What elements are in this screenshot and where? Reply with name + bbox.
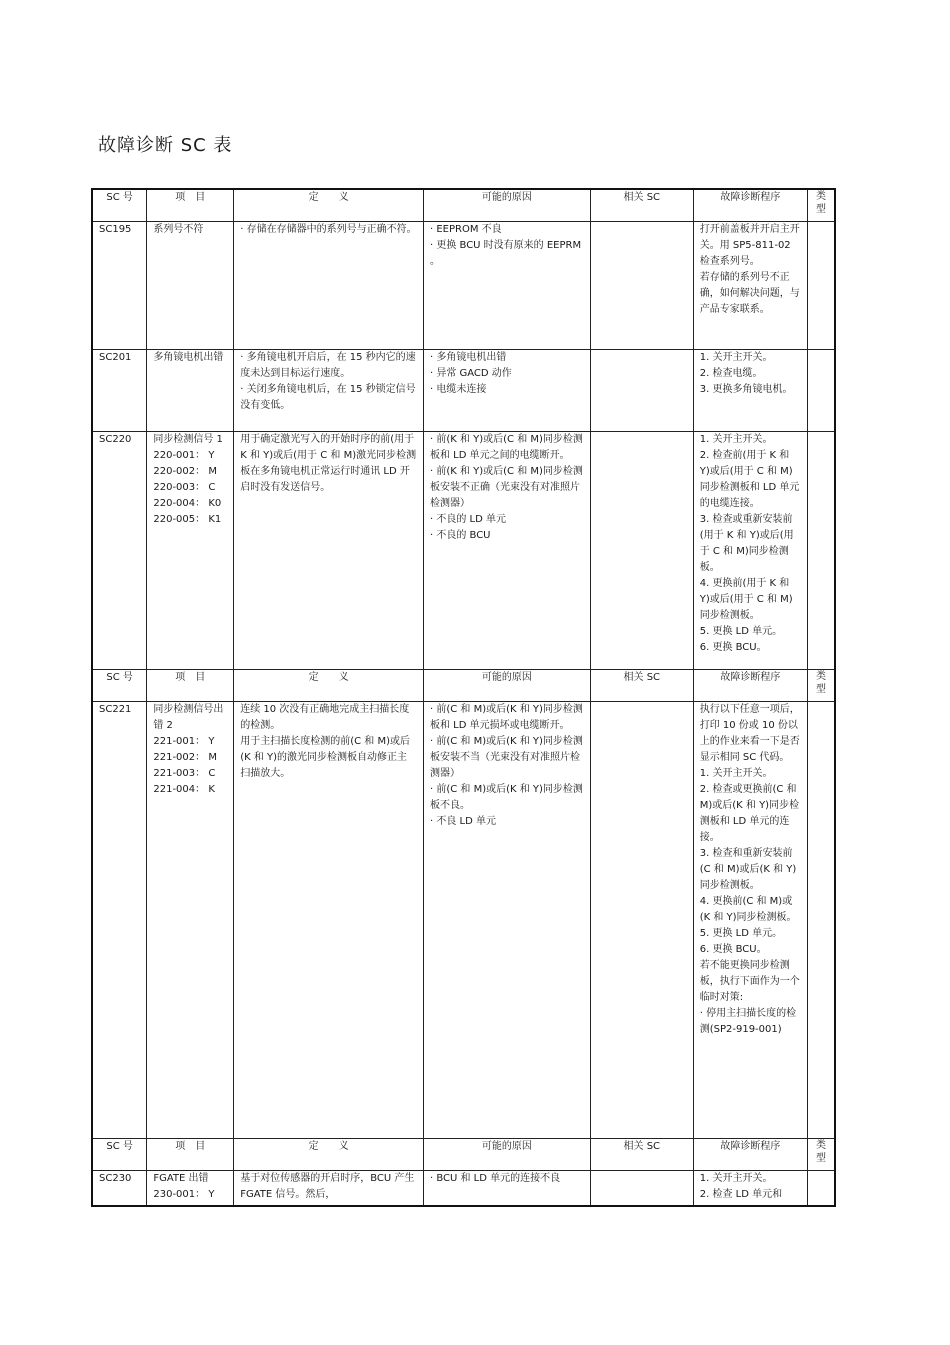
column-header: SC 号 (92, 669, 147, 701)
definition-cell (234, 431, 424, 669)
cell-text: SC195 (99, 223, 132, 235)
item-cell (147, 349, 234, 431)
cell-text: 1. 关开主开关。 (699, 767, 773, 779)
table-row (92, 1170, 835, 1206)
column-header: SC 号 (92, 189, 147, 221)
cell-text: 220-004： K0 (153, 497, 222, 509)
column-header: 定 义 (234, 189, 424, 221)
cell-text: · 关闭多角镜电机后，在 15 秒锁定信号没有变低。 (240, 383, 416, 411)
item-cell (147, 701, 234, 1138)
column-header: SC 号 (92, 1138, 147, 1170)
procedure-cell (693, 431, 807, 669)
cell-text: 1. 关开主开关。 (699, 1172, 773, 1184)
cell-text: SC230 (99, 1172, 132, 1184)
procedure-cell (693, 701, 807, 1138)
column-header: 项 目 (147, 189, 234, 221)
column-header: 项 目 (147, 669, 234, 701)
table-row (92, 349, 835, 431)
cell-text: 221-003： C (153, 767, 216, 779)
cell-text: 2. 检查或更换前(C 和 M)或后(K 和 Y)同步检测板和 LD 单元的连接。 (699, 783, 800, 843)
causes-cell (423, 221, 590, 349)
type-cell (808, 221, 835, 349)
cell-text: · 更换 BCU 时没有原来的 EEPRM 。 (429, 239, 582, 267)
item-cell (147, 431, 234, 669)
cell-text: · 不良的 BCU (429, 529, 491, 541)
causes-cell (423, 701, 590, 1138)
table-header-row (92, 669, 835, 701)
column-header: 项 目 (147, 1138, 234, 1170)
definition-cell (234, 1170, 424, 1206)
table-header-row (92, 189, 835, 221)
cell-text: 用于主扫描长度检测的前(C 和 M)或后(K 和 Y)的激光同步检测板自动修正主扫描放大。 (240, 735, 410, 779)
column-header: 可能的原因 (423, 669, 590, 701)
cell-text: · 存储在存储器中的系列号与正确不符。 (240, 223, 417, 235)
type-cell (808, 701, 835, 1138)
causes-cell (423, 431, 590, 669)
column-header: 相关 SC (590, 669, 693, 701)
cell-text: 220-001： Y (153, 449, 215, 461)
cell-text: 同步检测信号出错 2 (153, 703, 224, 731)
cell-text: · 前(K 和 Y)或后(C 和 M)同步检测板安装不正确（光束没有对准照片检测器） (429, 465, 583, 509)
cell-text: · EEPROM 不良 (429, 223, 502, 235)
cell-text: 221-004： K (153, 783, 215, 795)
cell-text: SC201 (99, 351, 132, 363)
cell-text: 2. 检查前(用于 K 和 Y)或后(用于 C 和 M)同步检测板和 LD 单元的电缆连接。 (699, 449, 800, 509)
cell-text: FGATE 出错 (153, 1172, 209, 1184)
cell-text: 220-003： C (153, 481, 216, 493)
cell-text: 1. 关开主开关。 (699, 351, 773, 363)
page-title: 故障诊断 SC 表 (98, 135, 233, 156)
column-header: 故障诊断程序 (693, 189, 807, 221)
sc-number-cell (92, 1170, 147, 1206)
definition-cell (234, 349, 424, 431)
column-header: 可能的原因 (423, 189, 590, 221)
related-sc-cell (590, 431, 693, 669)
column-header: 可能的原因 (423, 1138, 590, 1170)
cell-text: · 前(C 和 M)或后(K 和 Y)同步检测板安装不当（光束没有对准照片检测器） (429, 735, 583, 779)
cell-text: 230-001： Y (153, 1188, 215, 1200)
definition-cell (234, 221, 424, 349)
cell-text: 执行以下任意一项后，打印 10 份或 10 份以上的作业来看一下是否显示相同 SC 代码。 (699, 703, 800, 763)
definition-cell (234, 701, 424, 1138)
cell-text: 221-002： M (153, 751, 217, 763)
cell-text: 打开前盖板并开启主开关。用 SP5-811-02 检查系列号。 (699, 223, 800, 267)
column-header: 故障诊断程序 (693, 669, 807, 701)
cell-text: · BCU 和 LD 单元的连接不良 (429, 1172, 561, 1184)
column-header: 相关 SC (590, 189, 693, 221)
related-sc-cell (590, 349, 693, 431)
cell-text: · 多角镜电机开启后，在 15 秒内它的速度未达到目标运行速度。 (240, 351, 416, 379)
column-header: 故障诊断程序 (693, 1138, 807, 1170)
type-cell (808, 1170, 835, 1206)
cell-text: 基于对位传感器的开启时序，BCU 产生 FGATE 信号。然后， (240, 1172, 415, 1200)
cell-text: 连续 10 次没有正确地完成主扫描长度的检测。 (240, 703, 410, 731)
table-header-row (92, 1138, 835, 1170)
cell-text: · 多角镜电机出错 (429, 351, 507, 363)
sc-number-cell (92, 221, 147, 349)
column-header: 类型 (808, 1138, 835, 1170)
column-header: 相关 SC (590, 1138, 693, 1170)
cell-text: · 电缆未连接 (429, 383, 487, 395)
cell-text: · 不良的 LD 单元 (429, 513, 506, 525)
type-cell (808, 349, 835, 431)
cell-text: · 前(C 和 M)或后(K 和 Y)同步检测板和 LD 单元损坏或电缆断开。 (429, 703, 583, 731)
procedure-cell (693, 349, 807, 431)
cell-text: 1. 关开主开关。 (699, 433, 773, 445)
cell-text: 多角镜电机出错 (153, 351, 224, 363)
cell-text: 3. 更换多角镜电机。 (699, 383, 793, 395)
sc-table (91, 188, 836, 1207)
related-sc-cell (590, 221, 693, 349)
cell-text: 6. 更换 BCU。 (699, 641, 767, 653)
cell-text: · 停用主扫描长度的检测(SP2-919-001) (699, 1007, 797, 1035)
column-header: 类型 (808, 669, 835, 701)
causes-cell (423, 349, 590, 431)
cell-text: 用于确定激光写入的开始时序的前(用于 K 和 Y)或后(用于 C 和 M)激光同步检测板在多角镜电机正常运行时通讯 LD 开启时没有发送信号。 (240, 433, 417, 493)
cell-text: · 异常 GACD 动作 (429, 367, 512, 379)
cell-text: 若存储的系列号不正确，如何解决问题，与产品专家联系。 (699, 271, 800, 315)
cell-text: 220-002： M (153, 465, 217, 477)
table-row (92, 701, 835, 1138)
related-sc-cell (590, 1170, 693, 1206)
cell-text: 若不能更换同步检测板，执行下面作为一个临时对策: (699, 959, 800, 1003)
causes-cell (423, 1170, 590, 1206)
cell-text: 3. 检查和重新安装前(C 和 M)或后(K 和 Y)同步检测板。 (699, 847, 797, 891)
cell-text: 6. 更换 BCU。 (699, 943, 767, 955)
procedure-cell (693, 221, 807, 349)
cell-text: SC221 (99, 703, 132, 715)
cell-text: 4. 更换前(C 和 M)或(K 和 Y)同步检测板。 (699, 895, 797, 923)
column-header: 类型 (808, 189, 835, 221)
cell-text: 221-001： Y (153, 735, 215, 747)
cell-text: · 前(K 和 Y)或后(C 和 M)同步检测板和 LD 单元之间的电缆断开。 (429, 433, 583, 461)
cell-text: · 前(C 和 M)或后(K 和 Y)同步检测板不良。 (429, 783, 583, 811)
cell-text: · 不良 LD 单元 (429, 815, 496, 827)
column-header: 定 义 (234, 669, 424, 701)
cell-text: 5. 更换 LD 单元。 (699, 625, 783, 637)
cell-text: 2. 检查电缆。 (699, 367, 763, 379)
related-sc-cell (590, 701, 693, 1138)
cell-text: 2. 检查 LD 单元和 (699, 1188, 783, 1200)
table-row (92, 221, 835, 349)
table-row (92, 431, 835, 669)
type-cell (808, 431, 835, 669)
cell-text: SC220 (99, 433, 132, 445)
cell-text: 4. 更换前(用于 K 和 Y)或后(用于 C 和 M)同步检测板。 (699, 577, 793, 621)
sc-number-cell (92, 431, 147, 669)
sc-number-cell (92, 701, 147, 1138)
item-cell (147, 221, 234, 349)
sc-number-cell (92, 349, 147, 431)
cell-text: 3. 检查或重新安装前(用于 K 和 Y)或后(用于 C 和 M)同步检测板。 (699, 513, 794, 573)
cell-text: 5. 更换 LD 单元。 (699, 927, 783, 939)
cell-text: 同步检测信号 1 (153, 433, 223, 445)
column-header: 定 义 (234, 1138, 424, 1170)
cell-text: 系列号不符 (153, 223, 204, 235)
item-cell (147, 1170, 234, 1206)
procedure-cell (693, 1170, 807, 1206)
cell-text: 220-005： K1 (153, 513, 222, 525)
